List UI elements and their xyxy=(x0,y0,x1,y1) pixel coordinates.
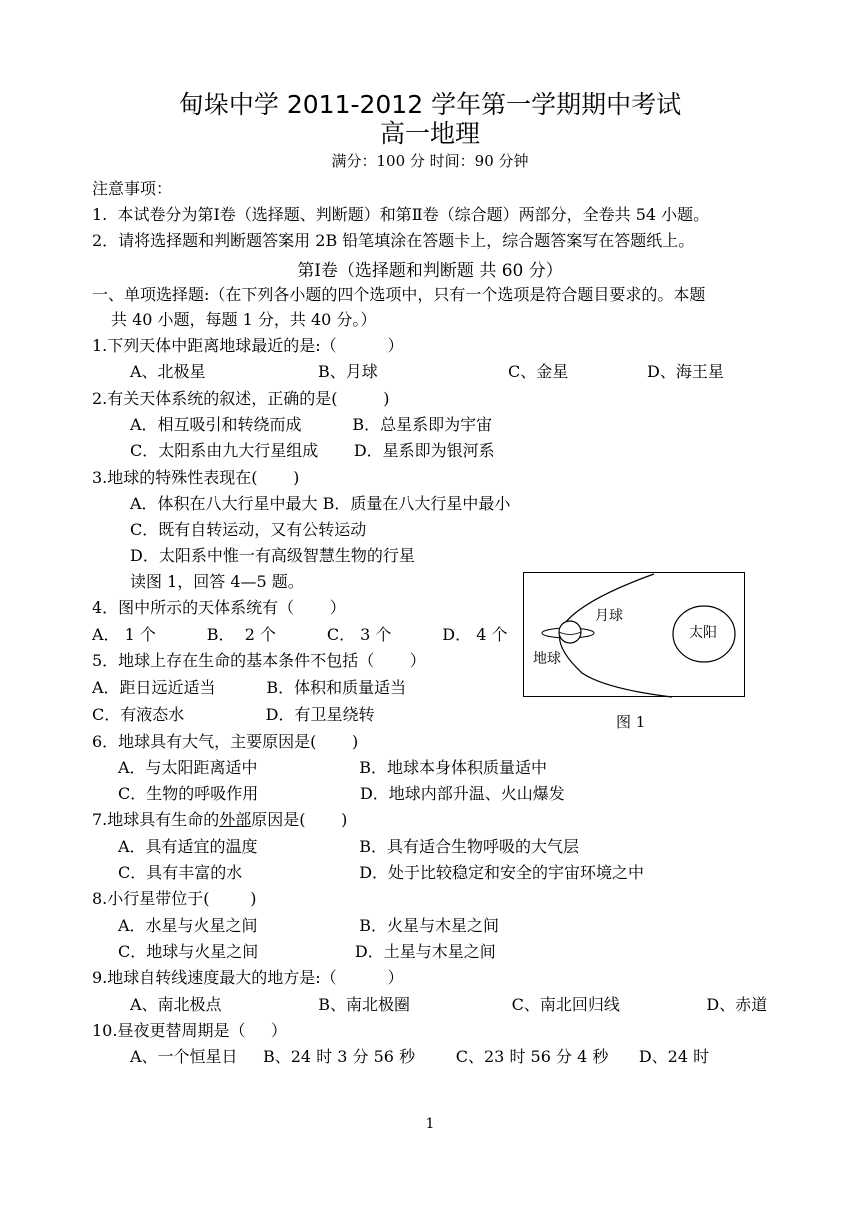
q8-options-1: A．水星与火星之间 B．火星与木星之间 xyxy=(118,916,500,935)
q7-options-2: C．具有丰富的水 D．处于比较稳定和安全的宇宙环境之中 xyxy=(118,863,645,882)
earth-circle xyxy=(559,621,581,643)
q9-stem: 9.地球自转线速度最大的地方是:（ ） xyxy=(92,968,404,987)
q5-stem-emphasis: 不 xyxy=(310,651,327,670)
q2-options-2: C．太阳系由九大行星组成 D．星系即为银河系 xyxy=(130,441,495,460)
q7-stem xyxy=(92,810,347,830)
page-number: 1 xyxy=(425,1116,435,1132)
notes-heading: 注意事项： xyxy=(92,179,173,198)
exam-subject: 高一地理 xyxy=(379,119,480,148)
q7-stem-emphasis: 外部 xyxy=(219,810,252,829)
q6-stem: 6．地球具有大气，主要原因是( ) xyxy=(92,732,359,751)
q7-stem-pre: 7.地球具有生命的 xyxy=(92,810,220,829)
sun-label: 太阳 xyxy=(689,625,717,641)
q9-options: A、南北极点 B、南北极圈 C、南北回归线 D、赤道 xyxy=(130,995,768,1014)
q1-option-c: C、金星 xyxy=(508,362,569,381)
moon-label: 月球 xyxy=(595,608,623,624)
q5-options-2: C．有液态水 D．有卫星绕转 xyxy=(92,705,375,724)
q8-options-2: C．地球与火星之间 D．土星与木星之间 xyxy=(118,942,496,961)
q2-options-1: A．相互吸引和转绕而成 B．总星系即为宇宙 xyxy=(130,415,493,434)
figure-1-diagram xyxy=(523,572,745,697)
section-instructions-2: 共 40 小题，每题 1 分，共 40 分。） xyxy=(111,310,377,329)
figure-1-caption: 图 1 xyxy=(616,713,646,731)
notes-item-2: 2．请将选择题和判断题答案用 2B 铅笔填涂在答题卡上，综合题答案写在答题纸上。 xyxy=(92,231,695,250)
q1-option-a: A、北极星 xyxy=(130,362,206,381)
q6-options-2: C．生物的呼吸作用 D．地球内部升温、火山爆发 xyxy=(118,784,565,803)
q2-stem: 2.有关天体系统的叙述，正确的是( ) xyxy=(92,389,390,408)
exam-title: 甸垛中学 2011-2012 学年第一学期期中考试 xyxy=(178,90,682,119)
q5-stem-post: 包括（ ） xyxy=(326,651,426,670)
q3-options-2: C．既有自转运动，又有公转运动 xyxy=(130,520,367,539)
exam-info: 满分：100 分 时间：90 分钟 xyxy=(331,152,529,170)
earth-label: 地球 xyxy=(533,651,561,667)
q1-stem: 1.下列天体中距离地球最近的是:（ ） xyxy=(92,336,404,355)
q5-options-1: A．距日远近适当 B．体积和质量适当 xyxy=(92,678,407,697)
q10-options: A、一个恒星日 B、24 时 3 分 56 秒 C、23 时 56 分 4 秒 D、24 时 xyxy=(130,1047,710,1066)
q6-options-1: A．与太阳距离适中 B．地球本身体积质量适中 xyxy=(118,758,548,777)
q7-options-1: A．具有适宜的温度 B．具有适合生物呼吸的大气层 xyxy=(118,837,580,856)
q4-options: A． 1 个 B． 2 个 C． 3 个 D． 4 个 xyxy=(92,625,508,644)
q8-stem: 8.小行星带位于( ) xyxy=(92,889,257,908)
section-title: 第Ⅰ卷（选择题和判断题 共 60 分） xyxy=(297,261,563,281)
q5-stem xyxy=(92,651,426,671)
q7-stem-post: 原因是( ) xyxy=(251,810,348,829)
q10-stem: 10.昼夜更替周期是（ ） xyxy=(92,1021,287,1040)
q1-option-d: D、海王星 xyxy=(647,362,724,381)
q4-stem: 4．图中所示的天体系统有（ ） xyxy=(92,598,346,617)
notes-item-1: 1. 本试卷分为第Ⅰ卷（选择题、判断题）和第Ⅱ卷（综合题）两部分，全卷共 54 小题。 xyxy=(92,205,710,224)
q1-option-b: B、月球 xyxy=(318,362,378,381)
q3-options-3: D．太阳系中惟一有高级智慧生物的行星 xyxy=(130,546,415,565)
q3-stem: 3.地球的特殊性表现在( ) xyxy=(92,468,300,487)
q3-options-1: A．体积在八大行星中最大 B．质量在八大行星中最小 xyxy=(130,494,511,513)
section-instructions-1: 一、单项选择题:（在下列各小题的四个选项中，只有一个选项是符合题目要求的。本题 xyxy=(92,285,706,304)
q5-stem-pre: 5．地球上存在生命的基本条件 xyxy=(92,651,311,670)
read-figure-instruction: 读图 1，回答 4—5 题。 xyxy=(130,572,304,591)
